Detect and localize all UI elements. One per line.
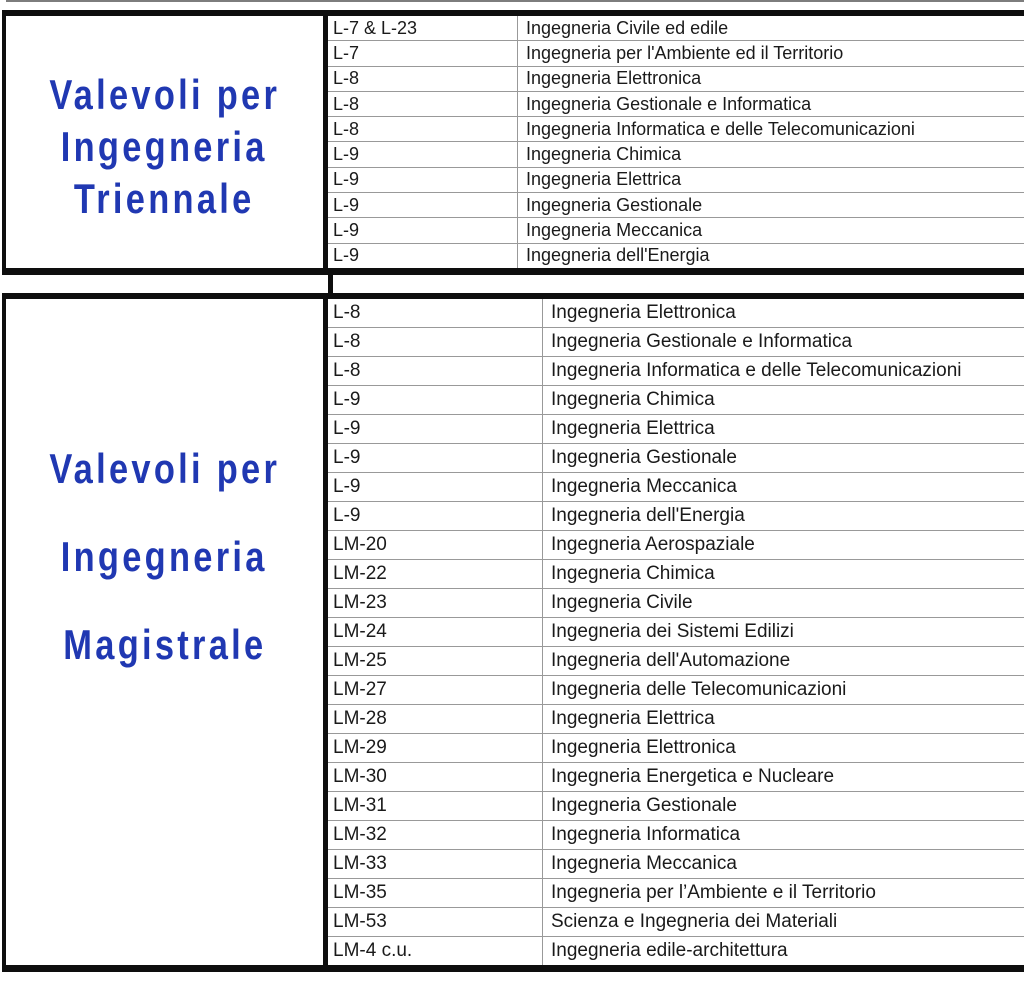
title-line: Magistrale [62, 621, 267, 668]
degree-name-cell: Ingegneria Elettronica [551, 302, 736, 323]
degree-name-cell: Ingegneria Gestionale [551, 447, 737, 468]
degree-code-cell: L-9 [328, 193, 518, 217]
degree-code-cell: L-9 [328, 415, 543, 443]
table-row [328, 589, 1024, 618]
title-line: Valevoli per [49, 445, 280, 492]
degree-name-cell: Ingegneria dell'Energia [551, 505, 745, 526]
degree-name-cell: Ingegneria Gestionale [526, 194, 703, 215]
title-line: Triennale [74, 175, 255, 222]
title-line: Ingegneria [61, 533, 268, 580]
table-row [328, 193, 1024, 218]
degree-code-cell: L-7 & L-23 [328, 16, 518, 40]
degree-code-cell: L-8 [328, 357, 543, 385]
table-triennale-rows [328, 16, 1024, 268]
table-row [328, 67, 1024, 92]
table-row [328, 618, 1024, 647]
table-row [328, 473, 1024, 502]
table-row [328, 502, 1024, 531]
degree-code-cell: LM-29 [328, 734, 543, 762]
table-row [328, 560, 1024, 589]
table-row [328, 142, 1024, 167]
degree-code-cell: L-8 [328, 117, 518, 141]
table-row [328, 879, 1024, 908]
table-row [328, 386, 1024, 415]
degree-code-cell: LM-27 [328, 676, 543, 704]
table-row [328, 821, 1024, 850]
table-row [328, 937, 1024, 965]
table-row [328, 92, 1024, 117]
degree-name-cell: Ingegneria Civile ed edile [526, 17, 729, 38]
table-row [328, 850, 1024, 879]
table-row [328, 41, 1024, 66]
degree-name-cell: Ingegneria dell'Automazione [551, 650, 791, 671]
table-row [328, 647, 1024, 676]
degree-name-cell: Ingegneria dell'Energia [526, 245, 710, 266]
degree-name-cell: Ingegneria edile-architettura [551, 940, 788, 961]
degree-name-cell: Ingegneria Civile [551, 592, 693, 613]
degree-code-cell: LM-33 [328, 850, 543, 878]
degree-code-cell: LM-35 [328, 879, 543, 907]
degree-name-cell: Ingegneria Chimica [551, 563, 715, 584]
table-row [328, 908, 1024, 937]
degree-code-cell: L-9 [328, 142, 518, 166]
table-row [328, 415, 1024, 444]
degree-code-cell: L-8 [328, 299, 543, 327]
table-ingegneria-triennale [2, 10, 1024, 275]
table-row [328, 168, 1024, 193]
degree-code-cell: L-9 [328, 168, 518, 192]
table-row [328, 218, 1024, 243]
degree-code-cell: LM-25 [328, 647, 543, 675]
degree-name-cell: Ingegneria per l’Ambiente e il Territorio [551, 882, 876, 903]
table-row [328, 705, 1024, 734]
degree-name-cell: Ingegneria Informatica e delle Telecomunicazioni [551, 360, 962, 381]
degree-code-cell: LM-24 [328, 618, 543, 646]
degree-code-cell: LM-4 c.u. [328, 937, 543, 965]
degree-code-cell: LM-22 [328, 560, 543, 588]
degree-code-cell: LM-23 [328, 589, 543, 617]
table-row [328, 299, 1024, 328]
degree-code-cell: LM-31 [328, 792, 543, 820]
degree-code-cell: LM-20 [328, 531, 543, 559]
degree-name-cell: Ingegneria Meccanica [551, 476, 737, 497]
degree-code-cell: L-8 [328, 92, 518, 116]
degree-name-cell: Ingegneria delle Telecomunicazioni [551, 679, 847, 700]
table-row [328, 763, 1024, 792]
degree-name-cell: Ingegneria Chimica [526, 144, 682, 165]
degree-code-cell: L-9 [328, 502, 543, 530]
degree-name-cell: Scienza e Ingegneria dei Materiali [551, 911, 838, 932]
degree-name-cell: Ingegneria Elettrica [551, 708, 715, 729]
degree-name-cell: Ingegneria Elettrica [551, 418, 715, 439]
table-row [328, 734, 1024, 763]
degree-name-cell: Ingegneria Informatica [551, 824, 741, 845]
degree-name-cell: Ingegneria Gestionale e Informatica [551, 331, 853, 352]
degree-name-cell: Ingegneria Meccanica [526, 220, 703, 241]
degree-code-cell: L-9 [328, 244, 518, 268]
degree-name-cell: Ingegneria Gestionale [551, 795, 737, 816]
degree-name-cell: Ingegneria dei Sistemi Edilizi [551, 621, 794, 642]
degree-code-cell: L-8 [328, 328, 543, 356]
degree-name-cell: Ingegneria Chimica [551, 389, 715, 410]
degree-code-cell: LM-32 [328, 821, 543, 849]
degree-name-cell: Ingegneria Aerospaziale [551, 534, 755, 555]
degree-code-cell: LM-30 [328, 763, 543, 791]
table-ingegneria-magistrale [2, 293, 1024, 972]
table-row [328, 117, 1024, 142]
column-divider-connector [328, 275, 333, 293]
table-row [328, 531, 1024, 560]
degree-code-cell: LM-28 [328, 705, 543, 733]
table-magistrale-rows [328, 299, 1024, 965]
degree-code-cell: L-7 [328, 41, 518, 65]
top-crop-line [6, 0, 1024, 2]
table-row [328, 357, 1024, 386]
degree-name-cell: Ingegneria Meccanica [551, 853, 737, 874]
degree-code-cell: L-9 [328, 473, 543, 501]
degree-code-cell: L-9 [328, 386, 543, 414]
degree-name-cell: Ingegneria Informatica e delle Telecomunicazioni [526, 118, 915, 139]
degree-name-cell: Ingegneria Energetica e Nucleare [551, 766, 835, 787]
table-row [328, 328, 1024, 357]
degree-name-cell: Ingegneria per l'Ambiente ed il Territorio [526, 42, 844, 63]
degree-name-cell: Ingegneria Gestionale e Informatica [526, 93, 812, 114]
table-triennale-title-cell [6, 16, 328, 268]
degree-code-cell: LM-53 [328, 908, 543, 936]
table-row [328, 444, 1024, 473]
table-row [328, 676, 1024, 705]
degree-name-cell: Ingegneria Elettrica [526, 169, 682, 190]
title-line: Ingegneria [61, 123, 268, 170]
table-row [328, 792, 1024, 821]
table-magistrale-title-cell [6, 299, 328, 965]
table-row [328, 16, 1024, 41]
degree-name-cell: Ingegneria Elettronica [551, 737, 736, 758]
degree-code-cell: L-9 [328, 444, 543, 472]
title-line: Valevoli per [49, 71, 280, 118]
degree-code-cell: L-8 [328, 67, 518, 91]
degree-code-cell: L-9 [328, 218, 518, 242]
degree-name-cell: Ingegneria Elettronica [526, 68, 702, 89]
table-row [328, 244, 1024, 268]
